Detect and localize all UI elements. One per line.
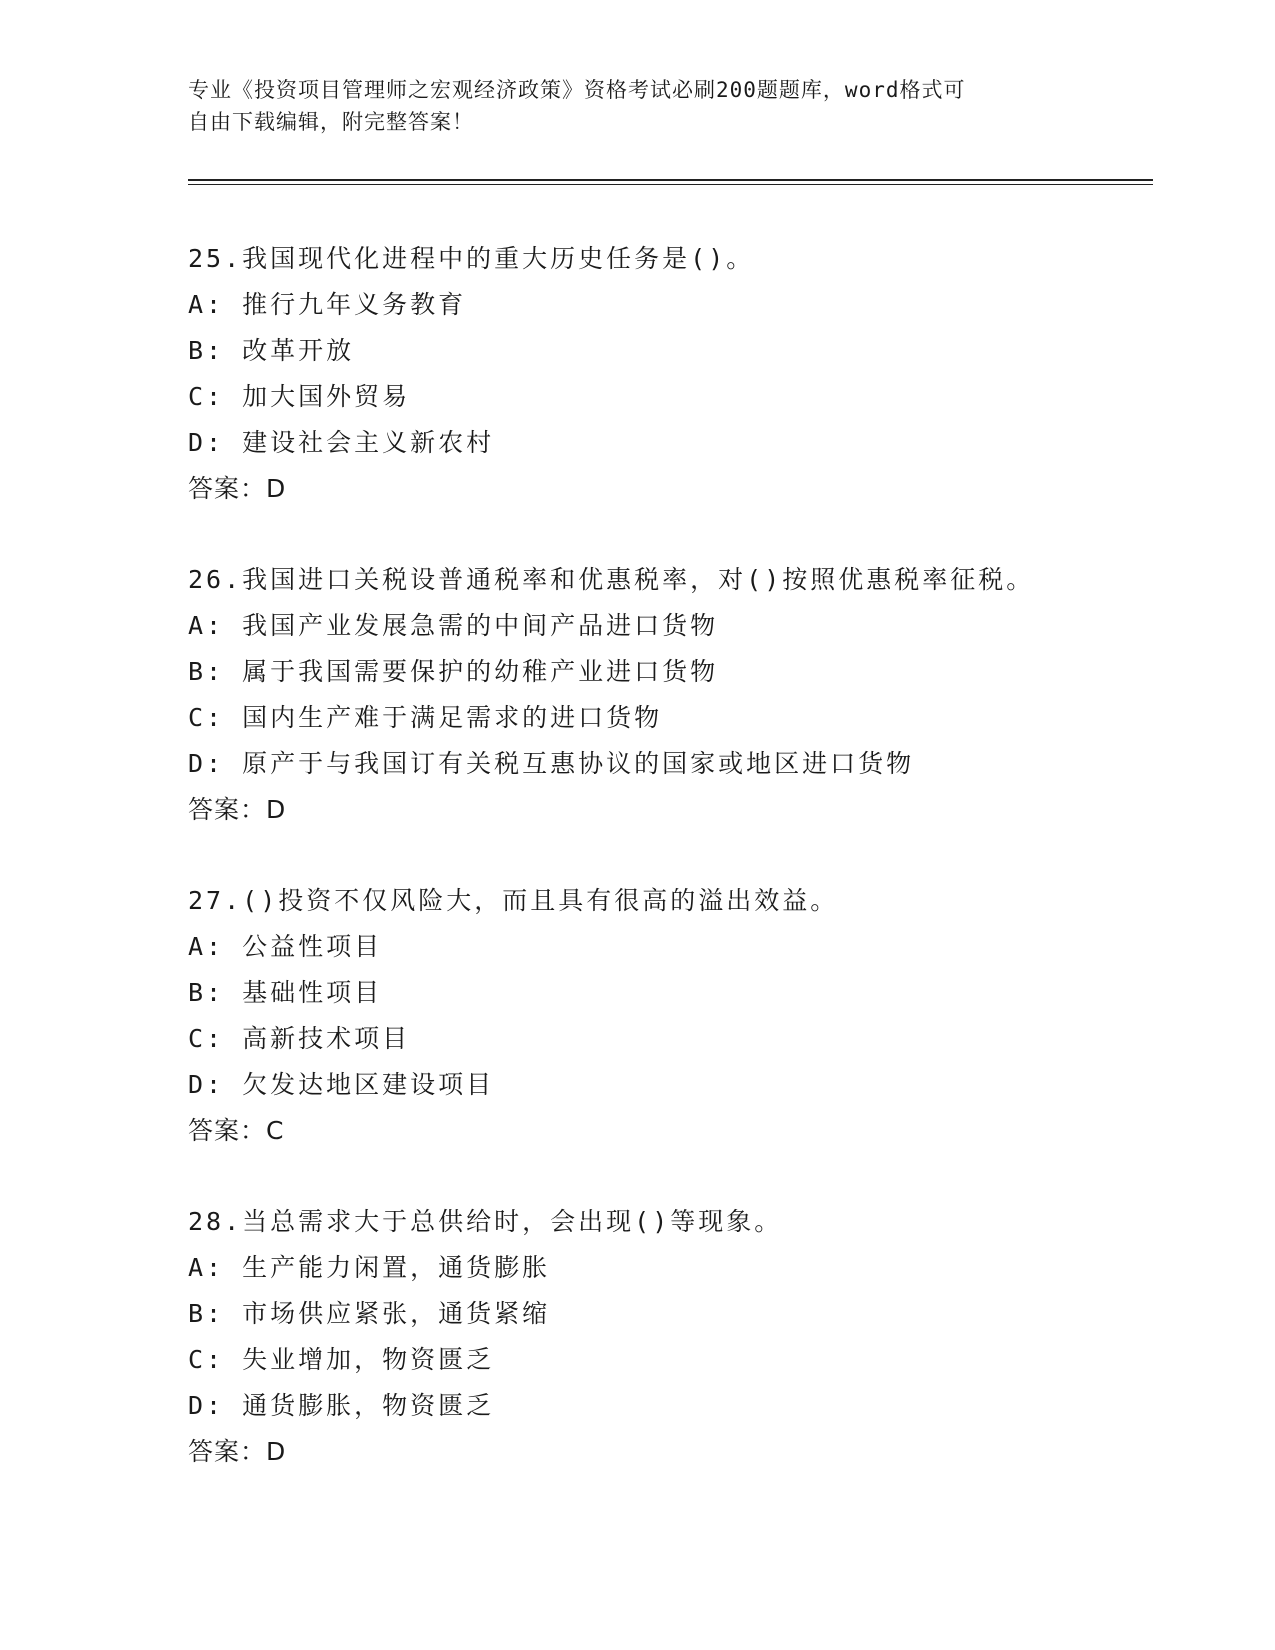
question-list: [188, 236, 1148, 1520]
option-d: D: 原产于与我国订有关税互惠协议的国家或地区进口货物: [188, 749, 915, 778]
question-stem: 28.当总需求大于总供给时，会出现()等现象。: [188, 1207, 783, 1236]
option-c: C: 高新技术项目: [188, 1024, 411, 1053]
answer: 答案：D: [188, 795, 287, 824]
question-28: [188, 1199, 1148, 1520]
answer: 答案：C: [188, 1116, 285, 1145]
option-a: A: 生产能力闲置，通货膨胀: [188, 1253, 551, 1282]
option-d: D: 建设社会主义新农村: [188, 428, 495, 457]
option-a: A: 推行九年义务教育: [188, 290, 467, 319]
question-stem: 27.()投资不仅风险大，而且具有很高的溢出效益。: [188, 886, 839, 915]
header-divider-thick: [188, 179, 1153, 181]
answer: 答案：D: [188, 1437, 287, 1466]
option-c: C: 失业增加，物资匮乏: [188, 1345, 495, 1374]
option-d: D: 通货膨胀，物资匮乏: [188, 1391, 495, 1420]
question-stem: 26.我国进口关税设普通税率和优惠税率，对()按照优惠税率征税。: [188, 565, 1035, 594]
option-c: C: 加大国外贸易: [188, 382, 411, 411]
question-26: [188, 557, 1148, 878]
option-a: A: 我国产业发展急需的中间产品进口货物: [188, 611, 719, 640]
option-a: A: 公益性项目: [188, 932, 383, 961]
option-b: B: 改革开放: [188, 336, 355, 365]
option-b: B: 市场供应紧张，通货紧缩: [188, 1299, 551, 1328]
option-b: B: 属于我国需要保护的幼稚产业进口货物: [188, 657, 719, 686]
option-d: D: 欠发达地区建设项目: [188, 1070, 495, 1099]
question-stem: 25.我国现代化进程中的重大历史任务是()。: [188, 244, 755, 273]
question-27: [188, 878, 1148, 1199]
header-divider-thin: [188, 184, 1153, 185]
option-b: B: 基础性项目: [188, 978, 383, 1007]
header-line-1: 专业《投资项目管理师之宏观经济政策》资格考试必刷200题题库，word格式可: [188, 78, 966, 102]
option-c: C: 国内生产难于满足需求的进口货物: [188, 703, 663, 732]
question-25: [188, 236, 1148, 557]
header-line-2: 自由下载编辑，附完整答案！: [188, 110, 474, 134]
answer: 答案：D: [188, 474, 287, 503]
document-header: [188, 74, 1068, 138]
